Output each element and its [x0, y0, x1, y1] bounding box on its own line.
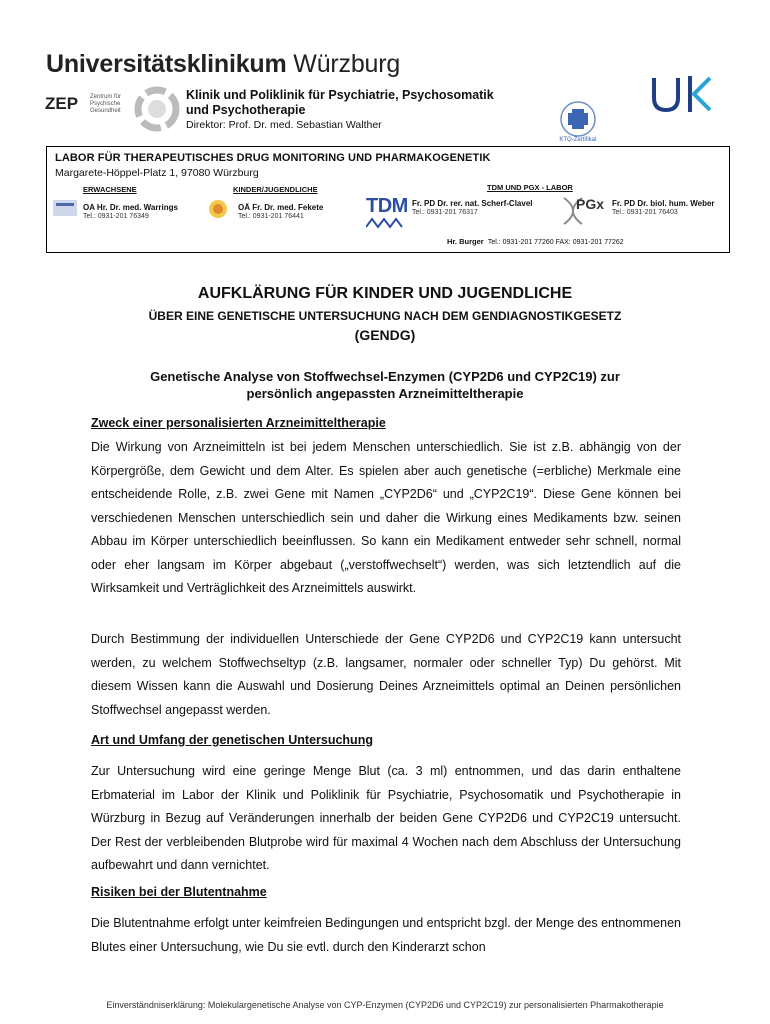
col-tdm-heading: TDM UND PGX - LABOR — [487, 183, 573, 192]
section-purpose-paragraph-1: Die Wirkung von Arzneimitteln ist bei jedem Menschen unterschiedlich. Sie ist z.B. abhängig von der Körpergröße, dem Gewicht und dem Alter. Es spielen aber auch genetische (=erbliche) Merkmale eine entscheidende Rolle, z.B. zwei Gene mit Namen „CYP2D6“ und „CYP2C19“. Diese Gene können bei verschiedenen Menschen unterschiedlich sein und daher die Wirkung eines Medikaments bzw. seinen Abbau im Körper unterschiedlich beeinflussen. So kann ein Medikament entweder sehr schnell, normal oder eher langsam im Körper abgebaut („verstoffwechselt“) werden, was sich letztendlich auf die Wirksamkeit und Verträglichkeit des Arzneimittels auswirkt. — [91, 440, 681, 595]
section-scope-heading: Art und Umfang der genetischen Untersuchung — [91, 733, 373, 747]
section-scope-paragraph: Zur Untersuchung wird eine geringe Menge Blut (ca. 3 ml) entnommen, und das darin enthaltene Erbmaterial im Labor der Klinik und Poliklinik für Psychiatrie, Psychosomatik und Psychotherapie in Würzburg in Bezug auf Veränderungen innerhalb der beiden Gene CYP2D6 und CYP2C19 untersucht. Der Rest der verbleibenden Blutprobe wird für maximal 4 Wochen nach dem Abschluss der Untersuchung aufbewahrt und dann vernichtet. — [91, 764, 681, 872]
burger-contact: Hr. Burger Tel.: 0931-201 77260 FAX: 0931-201 77262 — [447, 237, 624, 246]
pgx-logo: PGx — [576, 196, 605, 212]
university-title: Universitätsklinikum Würzburg — [46, 50, 401, 78]
labor-title: LABOR FÜR THERAPEUTISCHES DRUG MONITORING UND PHARMAKOGENETIK — [55, 152, 491, 164]
zep-subtitle: Zentrum für Psychische Gesundheit — [90, 94, 122, 114]
page-title: AUFKLÄRUNG FÜR KINDER UND JUGENDLICHE — [197, 285, 573, 302]
director: Direktor: Prof. Dr. med. Sebastian Walther — [186, 119, 382, 131]
pgx-contact2-name: Fr. PD Dr. biol. hum. Weber — [612, 199, 715, 208]
section-risks-paragraph: Die Blutentnahme erfolgt unter keimfreien Bedingungen und entspricht bzgl. der Menge des entnommenen Blutes einer Untersuchung, wie Du sie evtl. durch den Kinderarzt schon — [91, 916, 681, 954]
labor-address: Margarete-Höppel-Platz 1, 97080 Würzburg — [55, 167, 259, 179]
ktq-seal-text: KTQ-Zertifikat — [559, 137, 597, 142]
adults-logo-icon — [52, 197, 78, 219]
children-contact-tel: Tel.: 0931-201 76441 — [238, 213, 304, 220]
section-purpose-heading: Zweck einer personalisierten Arzneimitteltherapie — [91, 416, 386, 430]
tdm-logo: TDM — [366, 195, 408, 217]
analysis-title: Genetische Analyse von Stoffwechsel-Enzymen (CYP2D6 und CYP2C19) zur persönlich angepassten Arzneimitteltherapie — [150, 369, 620, 401]
section-purpose-paragraph-2: Durch Bestimmung der individuellen Unterschiede der Gene CYP2D6 und CYP2C19 kann untersucht werden, zu welchem Stoffwechseltyp (z.B. langsamer, normaler oder schneller Typ) Du gehörst. Mit diesem Wissen kann die Auswahl und Dosierung Deines Arzneimittels optimal an Deinen persönlichen Stoffwechsel angepasst werden. — [91, 632, 681, 717]
page-footer: Einverständniserklärung: Molekulargenetische Analyse von CYP-Enzymen (CYP2D6 und CYP2C19) zur personalisierten Pharmakotherapie — [106, 1000, 664, 1010]
pgx-contact2-tel: Tel.: 0931-201 76403 — [612, 209, 678, 216]
col-adults-heading: ERWACHSENE — [83, 185, 137, 194]
tdm-contact1-name: Fr. PD Dr. rer. nat. Scherf-Clavel — [412, 199, 533, 208]
tdm-wave-icon — [366, 217, 408, 229]
children-logo-icon — [205, 198, 231, 220]
adults-contact-name: OA Hr. Dr. med. Warrings — [83, 203, 178, 212]
adults-contact-tel: Tel.: 0931-201 76349 — [83, 213, 149, 220]
ktq-seal-icon — [555, 100, 601, 142]
children-contact-name: OÄ Fr. Dr. med. Fekete — [238, 203, 324, 212]
zep-emblem-icon — [134, 86, 180, 132]
clinic-name: Klinik und Poliklinik für Psychiatrie, Psychosomatik und Psychotherapie — [186, 88, 494, 117]
zep-logo-text: ZEP — [45, 94, 79, 113]
ukw-logo-icon — [650, 72, 720, 116]
col-children-heading: KINDER/JUGENDLICHE — [233, 185, 318, 194]
page-subtitle: ÜBER EINE GENETISCHE UNTERSUCHUNG NACH DEM GENDIAGNOSTIKGESETZ — [148, 309, 622, 323]
section-risks-heading: Risiken bei der Blutentnahme — [91, 885, 267, 899]
gendg-label: (GENDG) — [354, 327, 416, 343]
tdm-contact1-tel: Tel.: 0931-201 76317 — [412, 209, 478, 216]
